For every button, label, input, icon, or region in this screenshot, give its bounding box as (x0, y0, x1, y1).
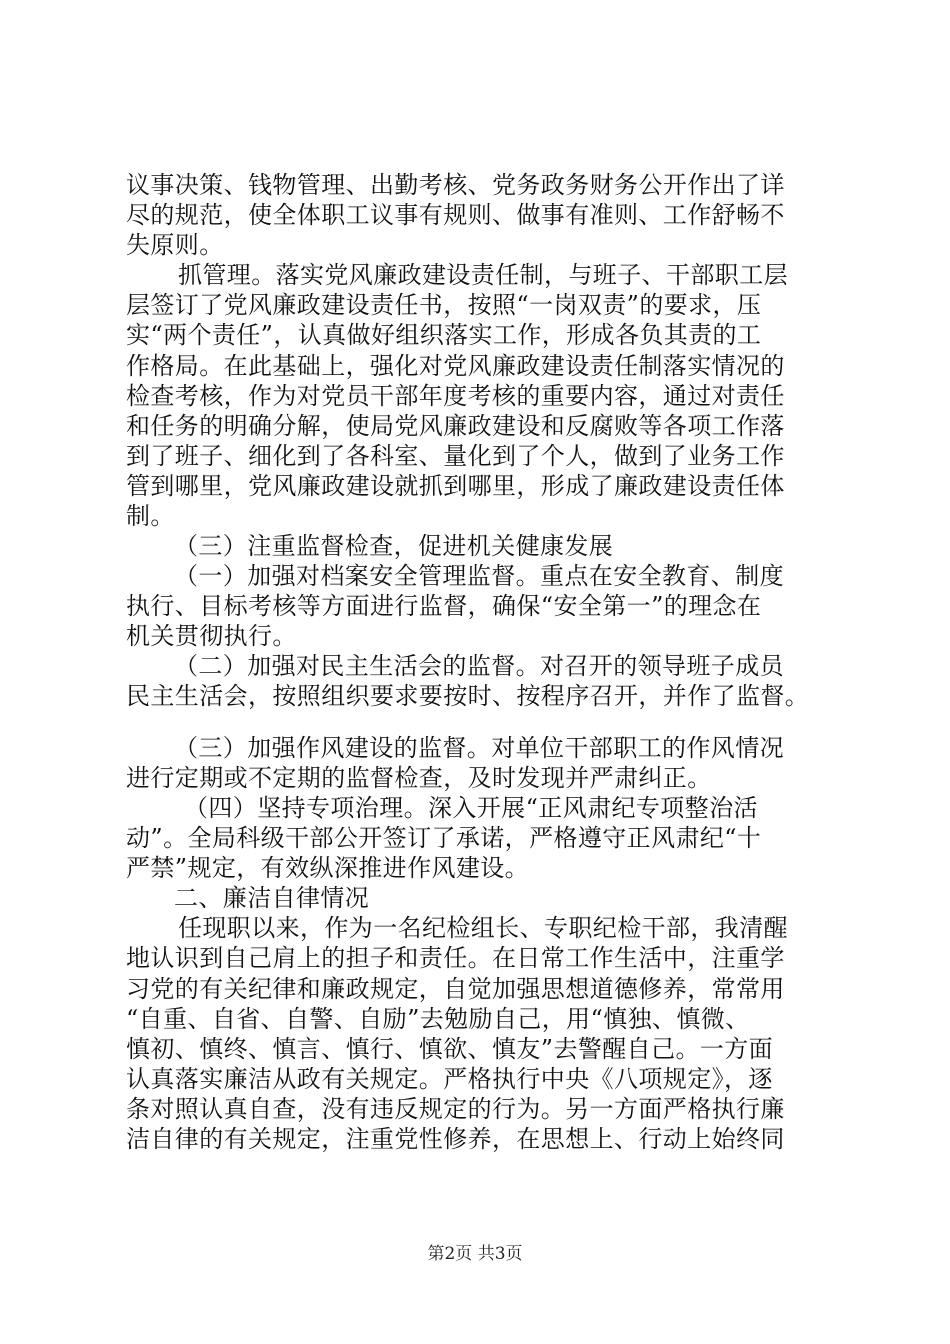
section-heading: 二、廉洁自律情况 (174, 884, 370, 913)
paragraph-line: 认真落实廉洁从政有关规定。严格执行中央《八项规定》，逐 (126, 1064, 773, 1093)
paragraph-line: 条对照认真自查，没有违反规定的行为。另一方面严格执行廉 (126, 1094, 785, 1123)
paragraph-line: （二）加强对民主生活会的监督。对召开的领导班子成员 (174, 652, 784, 681)
paragraph-line: 实“两个责任”，认真做好组织落实工作，形成各负其责的工 (126, 321, 762, 350)
paragraph-line: 到了班子、细化到了各科室、量化到了个人，做到了业务工作 (126, 441, 785, 470)
paragraph-line: 作格局。在此基础上，强化对党风廉政建设责任制落实情况的 (126, 351, 785, 380)
paragraph-line: 尽的规范，使全体职工议事有规则、做事有准则、工作舒畅不 (126, 201, 785, 230)
paragraph-line: 慎初、慎终、慎言、慎行、慎欲、慎友”去警醒自己。一方面 (126, 1034, 774, 1063)
section-heading: （三）注重监督检查，促进机关健康发展 (174, 532, 614, 561)
paragraph-line: （三）加强作风建设的监督。对单位干部职工的作风情况 (174, 733, 784, 762)
paragraph-line: “自重、自省、自警、自励”去勉励自己，用“慎独、慎微、 (126, 1004, 750, 1033)
paragraph-line: 检查考核，作为对党员干部年度考核的重要内容，通过对责任 (126, 381, 785, 410)
paragraph-line: 层签订了党风廉政建设责任书，按照“一岗双责”的要求，压 (126, 291, 762, 320)
paragraph-line: 地认识到自己肩上的担子和责任。在日常工作生活中，注重学 (126, 944, 785, 973)
paragraph-line: 进行定期或不定期的监督检查，及时发现并严肃纠正。 (126, 763, 712, 792)
paragraph-line: 严禁”规定，有效纵深推进作风建设。 (126, 854, 530, 883)
page-number-footer: 第2页 共3页 (427, 1244, 523, 1264)
paragraph-line: 抓管理。落实党风廉政建设责任制，与班子、干部职工层 (178, 261, 788, 290)
paragraph-line: 动”。全局科级干部公开签订了承诺，严格遵守正风肃纪“十 (126, 824, 762, 853)
paragraph-line: 和任务的明确分解，使局党风廉政建设和反腐败等各项工作落 (126, 411, 785, 440)
paragraph-line: 管到哪里，党风廉政建设就抓到哪里，形成了廉政建设责任体 (126, 471, 785, 500)
paragraph-line: 制。 (126, 501, 175, 530)
paragraph-line: 执行、目标考核等方面进行监督，确保“安全第一”的理念在 (126, 592, 762, 621)
paragraph-line: 民主生活会，按照组织要求要按时、按程序召开，并作了监督。 (126, 682, 810, 711)
paragraph-line: 任现职以来，作为一名纪检组长、专职纪检干部，我清醒 (178, 914, 788, 943)
paragraph-line: 议事决策、钱物管理、出勤考核、党务政务财务公开作出了详 (126, 171, 785, 199)
paragraph-line: 洁自律的有关规定，注重党性修养，在思想上、行动上始终同 (126, 1125, 785, 1153)
paragraph-line: （四）坚持专项治理。深入开展“正风肃纪专项整治活 (184, 794, 758, 823)
paragraph-line: 习党的有关纪律和廉政规定，自觉加强思想道德修养，常常用 (126, 974, 785, 1003)
paragraph-line: 机关贯彻执行。 (126, 622, 297, 651)
paragraph-line: （一）加强对档案安全管理监督。重点在安全教育、制度 (174, 562, 784, 591)
paragraph-line: 失原则。 (126, 231, 224, 260)
